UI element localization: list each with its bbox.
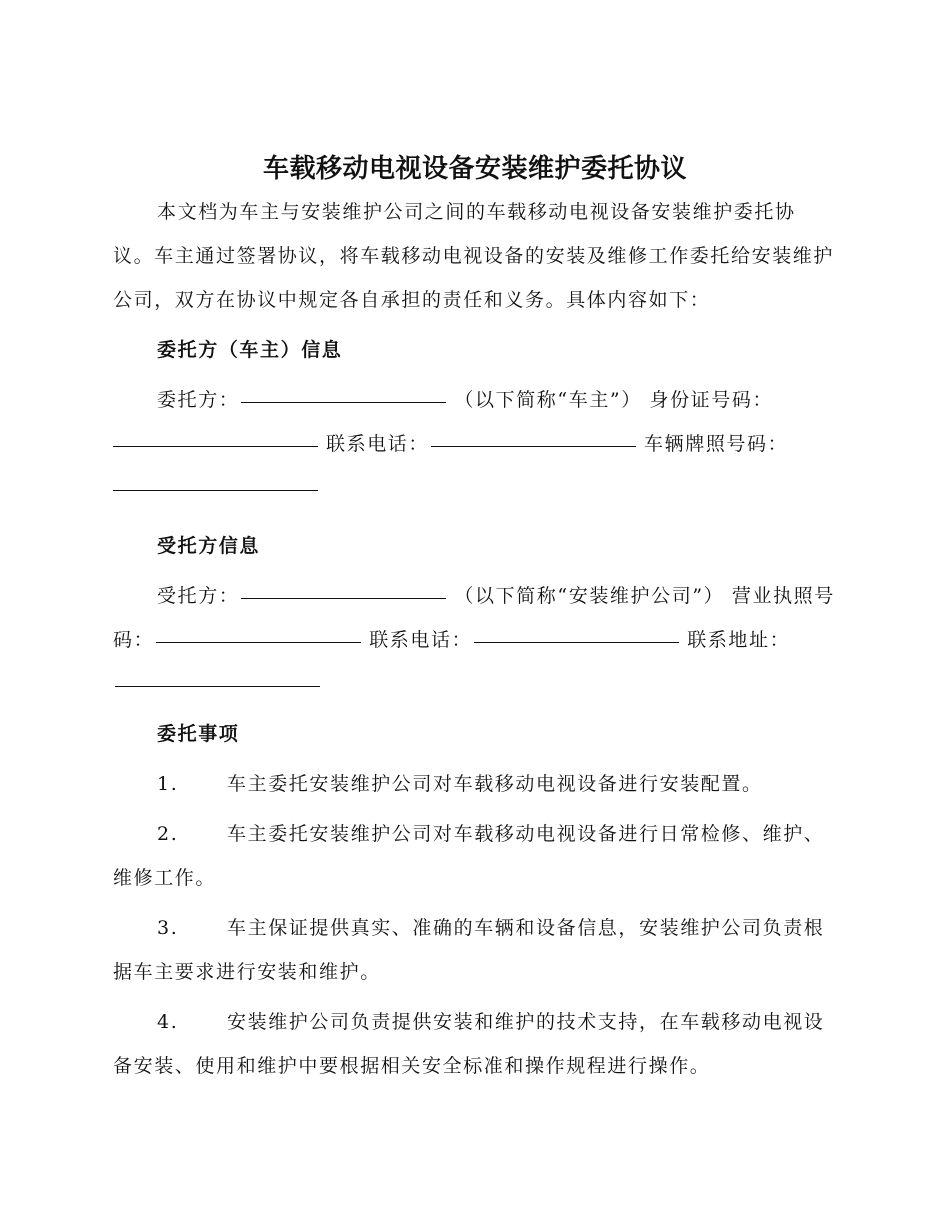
- contractor-name-field[interactable]: [241, 597, 446, 599]
- client-phone-field[interactable]: [431, 445, 636, 447]
- intro-paragraph: 本文档为车主与安装维护公司之间的车载移动电视设备安装维护委托协议。车主通过签署协议，将车载移动电视设备的安装及维修工作委托给安装维护公司，双方在协议中规定各自承担的责任和义务。具体内容如下：: [113, 201, 835, 311]
- client-name-label: 委托方：: [157, 389, 240, 411]
- client-plate-field[interactable]: [113, 489, 318, 491]
- contractor-address-label: 联系地址：: [687, 629, 791, 651]
- matter-number: 4.: [157, 1011, 179, 1033]
- client-section-heading: 委托方（车主）信息: [157, 339, 343, 361]
- matter-text: 车主保证提供真实、准确的车辆和设备信息，安装维护公司负责根据车主要求进行安装和维护。: [113, 917, 825, 983]
- matter-item: [113, 812, 835, 900]
- matter-number: 2.: [157, 823, 179, 845]
- contractor-phone-field[interactable]: [474, 641, 679, 643]
- matter-text: 车主委托安装维护公司对车载移动电视设备进行安装配置。: [227, 773, 763, 795]
- contractor-phone-label: 联系电话：: [369, 629, 473, 651]
- document-title: 车载移动电视设备安装维护委托协议: [262, 154, 687, 184]
- contractor-section-heading: 受托方信息: [157, 535, 261, 557]
- matter-item: [113, 1000, 835, 1088]
- client-info-paragraph: [113, 378, 835, 510]
- document-body: [113, 190, 835, 1088]
- matter-number: 3.: [157, 917, 179, 939]
- client-id-field[interactable]: [113, 445, 318, 447]
- client-alias-text: （以下简称“车主”）: [454, 389, 642, 411]
- matter-item: [113, 906, 835, 994]
- matter-item: [113, 762, 835, 806]
- matter-text: 车主委托安装维护公司对车载移动电视设备进行日常检修、维护、维修工作。: [113, 823, 825, 889]
- contractor-license-field[interactable]: [156, 641, 361, 643]
- contractor-name-label: 受托方：: [157, 585, 240, 607]
- client-phone-label: 联系电话：: [326, 433, 430, 455]
- client-plate-label: 车辆牌照号码：: [644, 433, 789, 455]
- contractor-alias-text: （以下简称“安装维护公司”）: [454, 585, 725, 607]
- matter-text: 安装维护公司负责提供安装和维护的技术支持，在车载移动电视设备安装、使用和维护中要根据相关安全标准和操作规程进行操作。: [113, 1011, 825, 1077]
- client-id-label: 身份证号码：: [649, 389, 774, 411]
- contractor-license-label: 营业执照号码：: [113, 585, 835, 651]
- contractor-address-field[interactable]: [115, 685, 320, 687]
- contractor-info-paragraph: [113, 574, 835, 706]
- matter-number: 1.: [157, 773, 179, 795]
- client-name-field[interactable]: [241, 401, 446, 403]
- matters-section-heading: 委托事项: [157, 723, 240, 745]
